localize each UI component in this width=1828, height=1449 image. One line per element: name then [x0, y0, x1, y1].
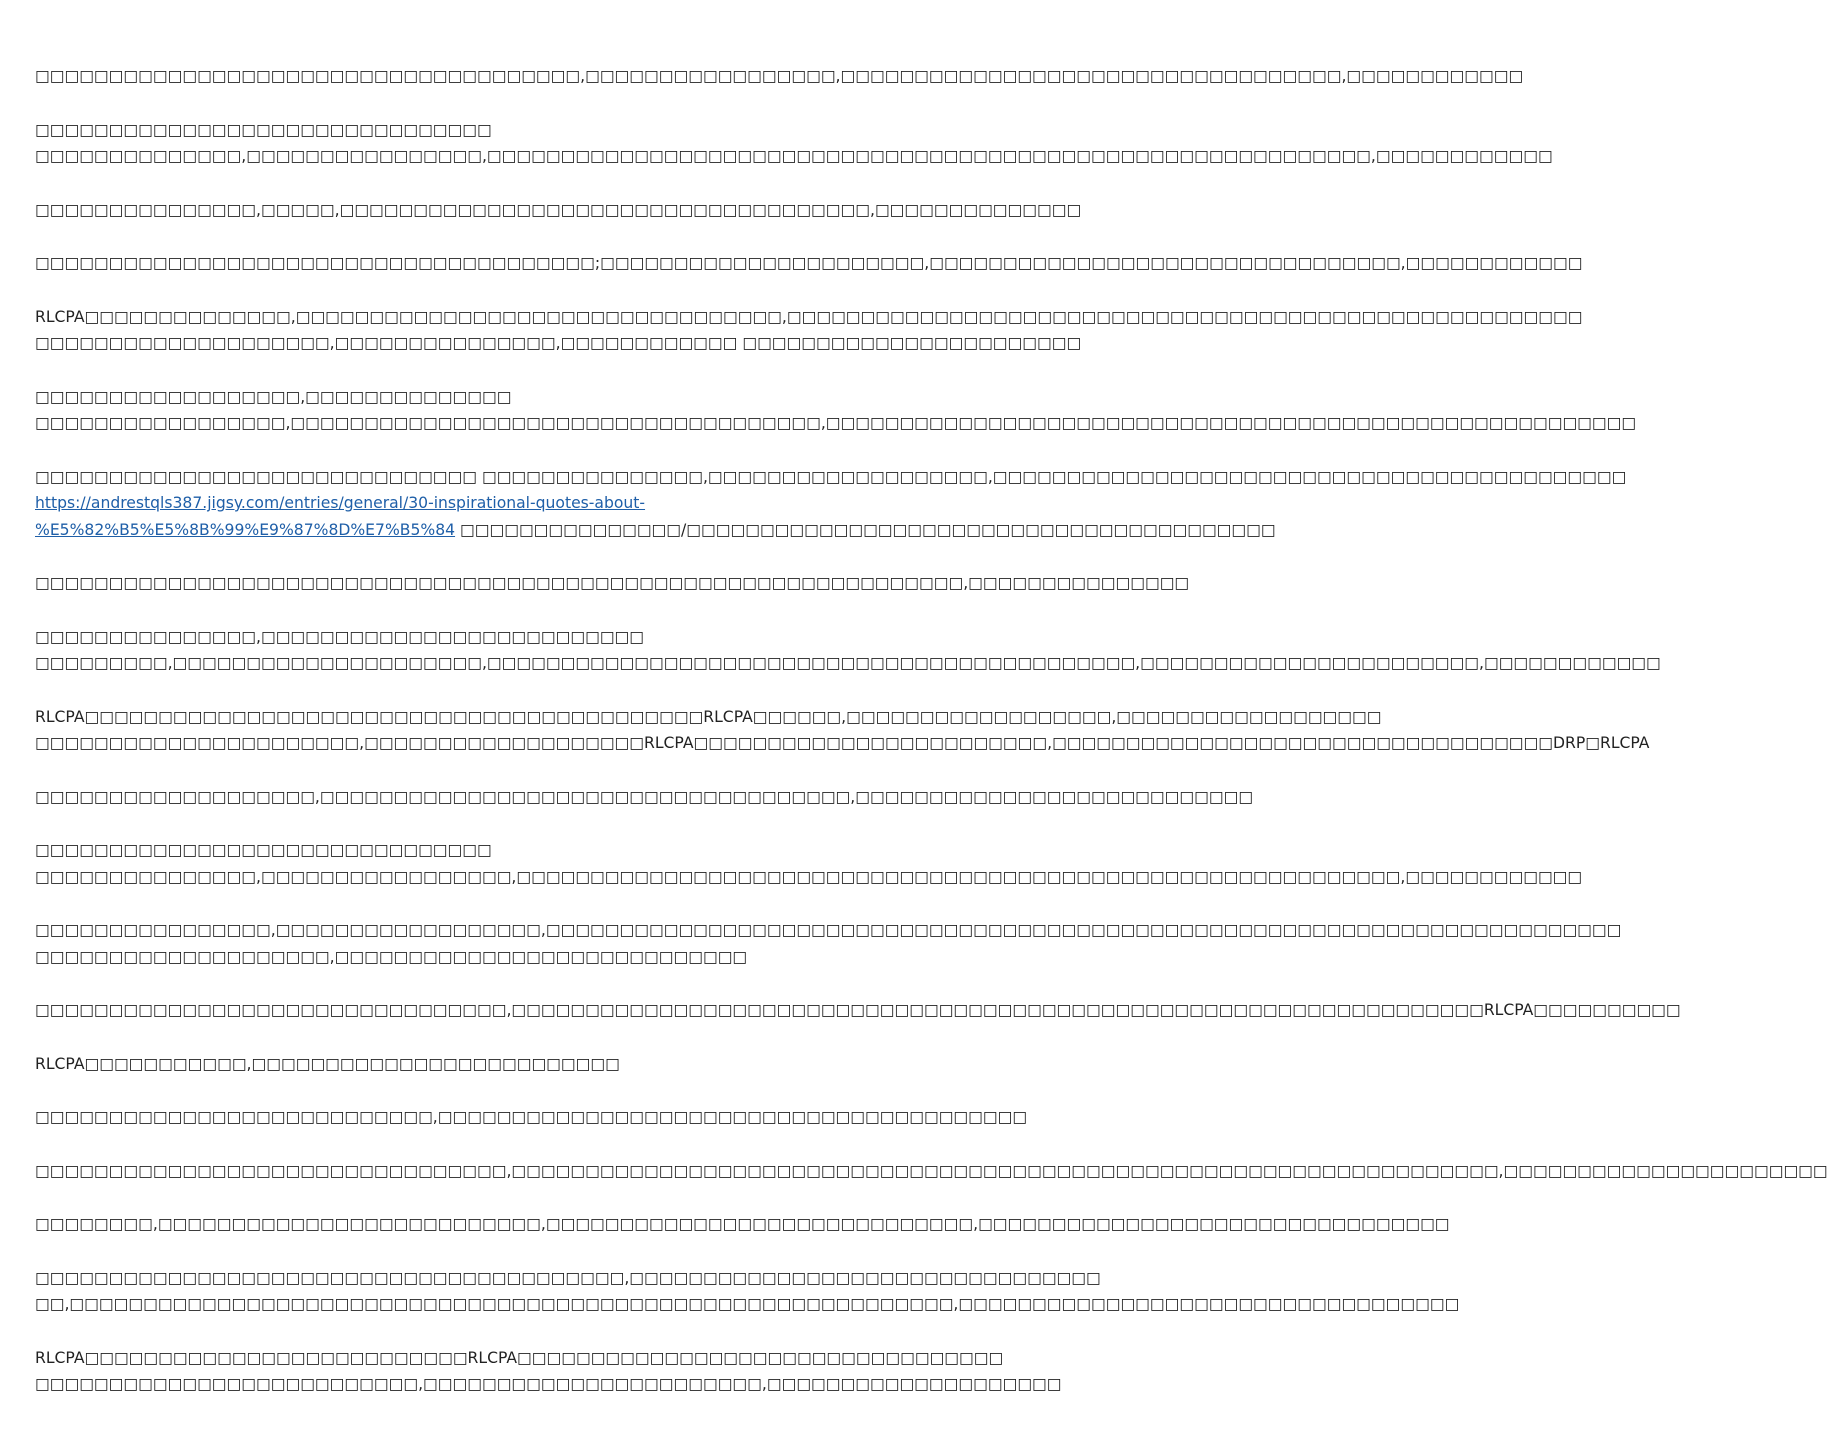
paragraph-line: □□□□□□□□□□□□□□,□□□□□□□□□□□□□□□□,□□□□□□□□□□□□□□□□□□□□□□□□□□□□□□□□□□□□□□□□□□□□□□□□□□□□□□□□□□□□,□□□□□□□□□□□□ — [35, 147, 1553, 165]
paragraph — [35, 250, 1583, 277]
paragraph-line: □□□□□□□□□□□□□□□□□□□□□□,□□□□□□□□□□□□□□□□□□□RLCPA□□□□□□□□□□□□□□□□□□□□□□□□,□□□□□□□□□□□□□□□□□□□□□□□□□□□□□□□□□□DRP□RLCPA — [35, 734, 1650, 752]
paragraph — [35, 304, 1583, 357]
paragraph-line: □□□□□□□□,□□□□□□□□□□□□□□□□□□□□□□□□□□,□□□□□□□□□□□□□□□□□□□□□□□□□□□□□,□□□□□□□□□□□□□□□□□□□□□□□□□□□□□□□□ — [35, 1215, 1450, 1233]
paragraph-line: □□□□□□□□□□□□□□□□□□□□□□□□□□□□□□□□□□□□□□;□□□□□□□□□□□□□□□□□□□□□□,□□□□□□□□□□□□□□□□□□□□□□□□□□□□□□□□,□□□□□□□□□□□□ — [35, 254, 1583, 272]
paragraph-line: □□□□□□□□□□□□□□□,□□□□□□□□□□□□□□□□□□□□□□□□□□ — [35, 627, 645, 646]
paragraph-line: □□□□□□□□□□□□□□□□□□□□□□□□□□□□□□□□□□□□□□□□,□□□□□□□□□□□□□□□□□□□□□□□□□□□□□□□□ — [35, 1268, 1101, 1287]
paragraph-line: □□□□□□□□□□□□□□□□□□□□□□□□□□□□□□□□□□□□□,□□□□□□□□□□□□□□□□□,□□□□□□□□□□□□□□□□□□□□□□□□□□□□□□□□□□,□□□□□□□□□□□□ — [35, 67, 1524, 85]
paragraph — [35, 570, 1190, 597]
document-body — [35, 63, 1828, 1425]
paragraph — [35, 1104, 1028, 1131]
paragraph-line: □□,□□□□□□□□□□□□□□□□□□□□□□□□□□□□□□□□□□□□□□□□□□□□□□□□□□□□□□□□□□□□,□□□□□□□□□□□□□□□□□□□□□□□□□□□□□□□□□□ — [35, 1295, 1460, 1313]
paragraph — [35, 1265, 1460, 1318]
paragraph — [35, 1051, 989, 1078]
paragraph — [35, 464, 1627, 544]
paragraph — [35, 117, 1553, 170]
paragraph-line: □□□□□□□□□□□□□□□□□□□□□□□□□□□□□□□ — [35, 841, 492, 859]
paragraph-line: □□□□□□□□□,□□□□□□□□□□□□□□□□□□□□□,□□□□□□□□□□□□□□□□□□□□□□□□□□□□□□□□□□□□□□□□□□□□,□□□□□□□□□□□□□□□□□□□□□□□,□□□□□□□□□□□□ — [35, 654, 1661, 672]
paragraph — [35, 997, 1681, 1024]
paragraph-line: □□□□□□□□□□□□□□□□□□□□,□□□□□□□□□□□□□□□□□□□□□□□□□□□□ — [35, 947, 748, 966]
paragraph-line: □□□□□□□□□□□□□□□□□□□□□□□□□□,□□□□□□□□□□□□□□□□□□□□□□□,□□□□□□□□□□□□□□□□□□□□ — [35, 1375, 1062, 1393]
paragraph — [35, 1345, 1062, 1398]
link-line — [35, 490, 989, 517]
paragraph — [35, 837, 1583, 890]
paragraph — [35, 1211, 1450, 1238]
paragraph-line: RLCPA□□□□□□□□□□□□□□,□□□□□□□□□□□□□□□□□□□□□□□□□□□□□□□□□,□□□□□□□□□□□□□□□□□□□□□□□□□□□□□□□□□□□□□□□□□□□□□□□□□□□□□□ — [35, 307, 1583, 326]
paragraph-line: □□□□□□□□□□□□□□□□□□□□□□□□□□□□□□□□□□□□□□□□□□□□□□□□□□□□□□□□□□□□□□□,□□□□□□□□□□□□□□□ — [35, 574, 1190, 592]
paragraph-line: □□□□□□□□□□□□□□□□□□□□□□□□□□□,□□□□□□□□□□□□□□□□□□□□□□□□□□□□□□□□□□□□□□□□ — [35, 1108, 1028, 1126]
paragraph — [35, 704, 1650, 757]
paragraph-line: □□□□□□□□□□□□□□□□□□□□□□□□□□□□□□□□,□□□□□□□□□□□□□□□□□□□□□□□□□□□□□□□□□□□□□□□□□□□□□□□□□□□□□□□□□□□□□□□□□□□,□□□□□□□□□□□□□□□□□□□□□□ — [35, 1161, 1828, 1180]
link-line — [35, 517, 1276, 544]
paragraph — [35, 1158, 1828, 1185]
paragraph — [35, 624, 1661, 677]
paragraph — [35, 384, 1637, 437]
paragraph-line: □□□□□□□□□□□□□□□□□□□□□□□□□□□□□□ □□□□□□□□□□□□□□□,□□□□□□□□□□□□□□□□□□□,□□□□□□□□□□□□□□□□□□□□□□□□□□□□□□□□□□□□□□□□□□□ — [35, 467, 1627, 486]
paragraph — [35, 63, 1524, 90]
paragraph — [35, 784, 1254, 811]
paragraph-line: RLCPA□□□□□□□□□□□,□□□□□□□□□□□□□□□□□□□□□□□□□ — [35, 1054, 620, 1073]
article-link[interactable]: %E5%82%B5%E5%8B%99%E9%87%8D%E7%B5%84 — [35, 520, 456, 539]
paragraph-line: □□□□□□□□□□□□□□□□□□□□□□□□□□□□□□□□,□□□□□□□□□□□□□□□□□□□□□□□□□□□□□□□□□□□□□□□□□□□□□□□□□□□□□□□□□□□□□□□□□□RLCPA□□□□□□□□□□ — [35, 1001, 1681, 1019]
paragraph-line: □□□□□□□□□□□□□□□,□□□□□,□□□□□□□□□□□□□□□□□□□□□□□□□□□□□□□□□□□□,□□□□□□□□□□□□□□ — [35, 200, 1082, 219]
paragraph-line: □□□□□□□□□□□□□□□□□□□□,□□□□□□□□□□□□□□□,□□□□□□□□□□□□ □□□□□□□□□□□□□□□□□□□□□□□ — [35, 334, 1082, 352]
paragraph-line: □□□□□□□□□□□□□□□□□,□□□□□□□□□□□□□□□□□□□□□□□□□□□□□□□□□□□□,□□□□□□□□□□□□□□□□□□□□□□□□□□□□□□□□□□□□□□□□□□□□□□□□□□□□□□□ — [35, 414, 1637, 432]
paragraph-line: □□□□□□□□□□□□□□□□,□□□□□□□□□□□□□□□□□□,□□□□□□□□□□□□□□□□□□□□□□□□□□□□□□□□□□□□□□□□□□□□□□□□□□□□□□□□□□□□□□□□□□□□□□□□□ — [35, 921, 1622, 939]
paragraph-line: □□□□□□□□□□□□□□□□□□,□□□□□□□□□□□□□□ — [35, 387, 512, 406]
article-link[interactable]: https://andrestqls387.jigsy.com/entries/general/30-inspirational-quotes-about- — [35, 494, 646, 512]
paragraph — [35, 917, 1622, 970]
paragraph — [35, 197, 1082, 224]
paragraph-line: □□□□□□□□□□□□□□□,□□□□□□□□□□□□□□□□□,□□□□□□□□□□□□□□□□□□□□□□□□□□□□□□□□□□□□□□□□□□□□□□□□□□□□□□□□□□□□,□□□□□□□□□□□□ — [35, 867, 1583, 886]
paragraph-line: RLCPA□□□□□□□□□□□□□□□□□□□□□□□□□□RLCPA□□□□□□□□□□□□□□□□□□□□□□□□□□□□□□□□□ — [35, 1348, 1004, 1367]
paragraph-line: □□□□□□□□□□□□□□□□□□□,□□□□□□□□□□□□□□□□□□□□□□□□□□□□□□□□□□□□,□□□□□□□□□□□□□□□□□□□□□□□□□□□ — [35, 787, 1254, 806]
paragraph-line: □□□□□□□□□□□□□□□□□□□□□□□□□□□□□□□ — [35, 120, 492, 139]
paragraph-line: RLCPA□□□□□□□□□□□□□□□□□□□□□□□□□□□□□□□□□□□□□□□□□□RLCPA□□□□□□,□□□□□□□□□□□□□□□□□□,□□□□□□□□□□□□□□□□□□ — [35, 707, 1382, 726]
link-trailing-text: □□□□□□□□□□□□□□□/□□□□□□□□□□□□□□□□□□□□□□□□□□□□□□□□□□□□□□□□ — [455, 520, 1276, 539]
